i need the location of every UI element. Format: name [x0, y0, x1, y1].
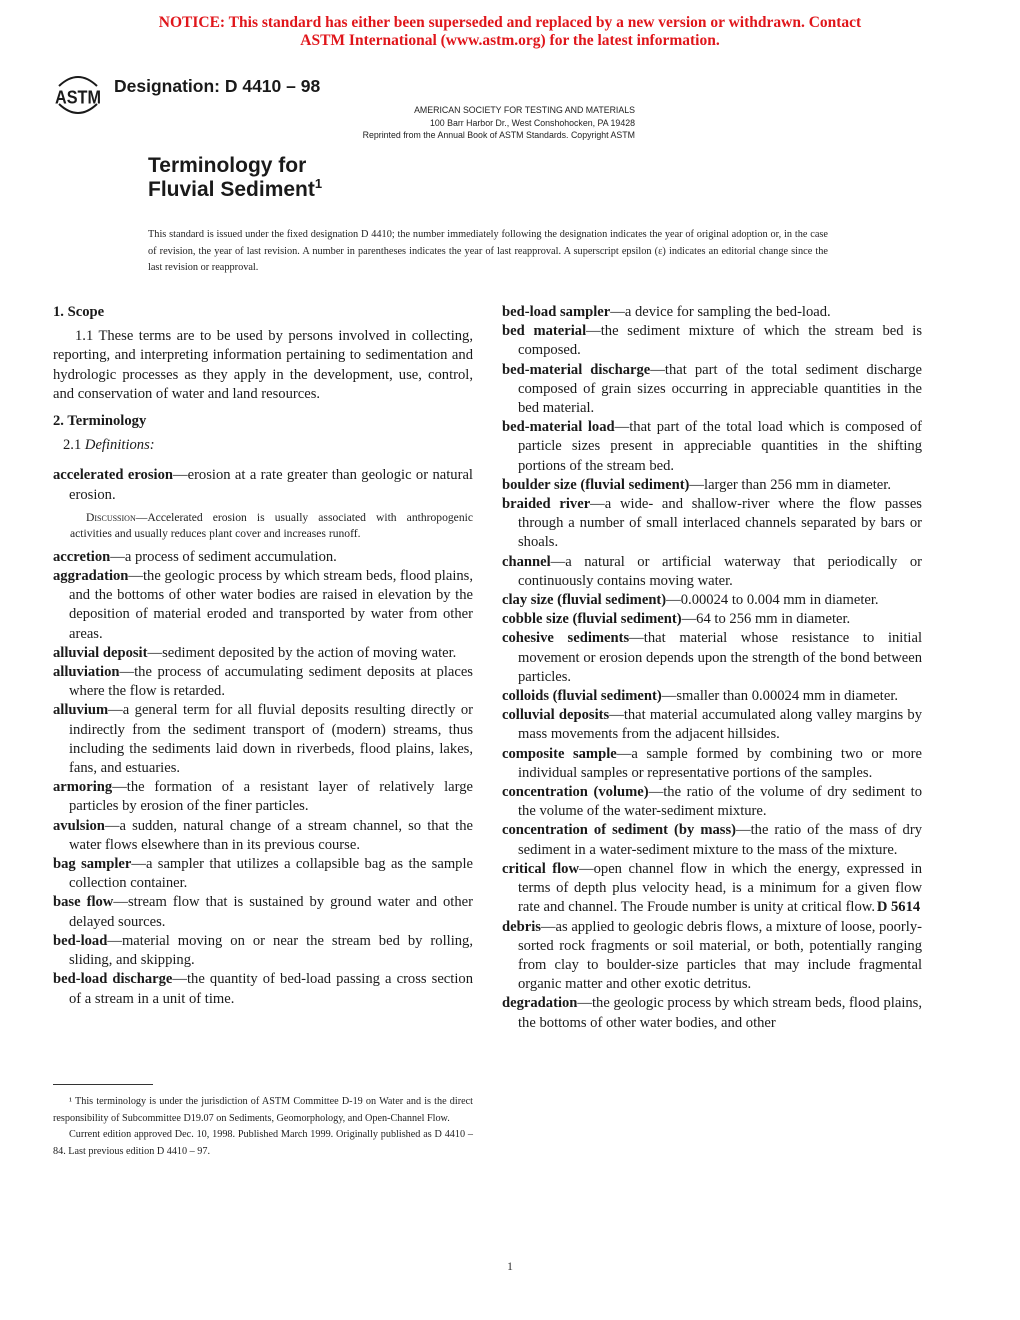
left-column — [53, 303, 473, 1009]
definition-term: avulsion — [53, 817, 105, 834]
scope-text: 1.1 These terms are to be used by persons involved in collecting, reporting, and interpreting information pertaining to sedimentation and hydrologic processes as they apply in the development, use, control, and conservation of water and land resources. — [53, 328, 473, 402]
footnote-divider — [53, 1084, 153, 1085]
definition-text: —material moving on or near the stream bed by rolling, sliding, and skipping. — [69, 932, 473, 969]
definition-text: —the ratio of the volume of dry sediment to the volume of the water-sediment mixture. — [518, 784, 922, 820]
definition-entry — [53, 932, 473, 970]
footnote-1: ¹ This terminology is under the jurisdiction of ASTM Committee D-19 on Water and is the direct responsibility of Subcommittee D19.07 on Sediments, Geomorphology, and Open-Channel Flow. — [53, 1096, 473, 1124]
definition-text: —the quantity of bed-load passing a cross section of a stream in a unit of time. — [69, 971, 473, 1007]
definition-entry — [502, 361, 922, 419]
definition-text: —larger than 256 mm in diameter. — [689, 476, 891, 493]
definitions-subheading: 2.1 Definitions: — [63, 437, 155, 454]
footnotes — [53, 1094, 473, 1160]
definition-text: —that material accumulated along valley margins by mass movements from the adjacent hillsides. — [518, 707, 923, 743]
definition-text: —a device for sampling the bed-load. — [610, 304, 831, 320]
definition-entry — [53, 567, 473, 644]
definition-entry — [502, 994, 922, 1032]
title-footnote-mark: 1 — [314, 176, 323, 191]
definition-term: aggradation — [53, 568, 129, 585]
definition-entry — [502, 629, 922, 687]
discussion-text: —Accelerated erosion is usually associated with anthropogenic activities and usually reduces plant cover and increases runoff. — [70, 510, 473, 540]
definition-entry — [53, 817, 473, 855]
discussion-note — [53, 510, 473, 542]
definition-term: concentration of sediment (by mass) — [502, 822, 736, 839]
definition-text: —a natural or artificial waterway that periodically or continuously contains moving water. — [518, 553, 922, 589]
definition-term: alluvium — [53, 702, 109, 719]
definition-entry — [502, 591, 922, 610]
definition-text: —sediment deposited by the action of moving water. — [147, 644, 457, 661]
definition-term: colloids (fluvial sediment) — [502, 688, 662, 705]
definition-text: —a sampler that utilizes a collapsible bag as the sample collection container. — [69, 856, 473, 892]
definition-text: —that part of the total load which is composed of particle sizes present in appreciable quantities in the shifting portions of the stream bed. — [518, 419, 922, 474]
definition-term: critical flow — [502, 860, 580, 877]
definition-entry — [53, 663, 473, 701]
definition-text: —the formation of a resistant layer of relatively large particles by erosion of the finer particles. — [69, 779, 473, 815]
definition-term: cobble size (fluvial sediment) — [502, 611, 682, 628]
definition-entry — [502, 495, 922, 553]
definition-term: degradation — [502, 995, 578, 1012]
definition-entry — [502, 918, 922, 995]
standard-reference: D 5614 — [876, 899, 921, 916]
definition-text: —a process of sediment accumulation. — [110, 548, 337, 565]
society-name: AMERICAN SOCIETY FOR TESTING AND MATERIALS — [414, 105, 635, 115]
definition-text: —the geologic process by which stream beds, flood plains, the bottoms of other water bodies, and other — [518, 995, 922, 1031]
definition-term: armoring — [53, 779, 113, 796]
definition-text: —a wide- and shallow-river where the flow passes through a number of small interlaced channels separated by bars or shoals. — [518, 496, 922, 551]
reprint-note: Reprinted from the Annual Book of ASTM Standards. Copyright ASTM — [362, 130, 635, 140]
definition-term: debris — [502, 918, 541, 935]
title-line-1: Terminology for — [148, 154, 307, 177]
definition-term: accelerated erosion — [53, 467, 173, 484]
right-column — [502, 303, 922, 1033]
definition-text: —a sample formed by combining two or more individual samples or representative portions of the samples. — [518, 745, 922, 781]
definition-entry — [502, 706, 922, 744]
definition-entry — [502, 303, 922, 322]
footnote-edition: Current edition approved Dec. 10, 1998. Published March 1999. Originally published as D 4410 – 84. Last previous edition D 4410 – 97. — [53, 1129, 473, 1157]
notice-line-1: NOTICE: This standard has either been superseded and replaced by a new version or withdrawn. Contact — [158, 14, 862, 31]
terminology-heading: 2. Terminology — [53, 413, 147, 430]
definition-text: —that material whose resistance to initial movement or erosion depends upon the strength of the bond between particles. — [518, 630, 922, 685]
definition-term: concentration (volume) — [502, 784, 649, 801]
definition-term: accretion — [53, 548, 111, 565]
society-info — [300, 104, 635, 142]
definition-entry — [502, 553, 922, 591]
designation: Designation: D 4410 – 98 — [114, 76, 321, 96]
definition-text: —erosion at a rate greater than geologic or natural erosion. — [69, 467, 473, 503]
definition-text: —the sediment mixture of which the stream bed is composed. — [518, 323, 922, 359]
discussion-label: Discussion — [86, 510, 136, 524]
definition-text: —the ratio of the mass of dry sediment in a water-sediment mixture to the mass of the mixture. — [518, 822, 922, 858]
definition-term: alluvial deposit — [53, 644, 148, 661]
definition-term: cohesive sediments — [502, 630, 630, 647]
definition-entry — [53, 855, 473, 893]
withdrawal-notice — [0, 14, 1020, 50]
title-line-2: Fluvial Sediment — [148, 178, 315, 201]
definition-term: clay size (fluvial sediment) — [502, 592, 667, 609]
definition-term: colluvial deposits — [502, 707, 610, 724]
astm-logo — [53, 72, 103, 118]
notice-line-2: ASTM International (www.astm.org) for the latest information. — [300, 32, 720, 49]
society-address: 100 Barr Harbor Dr., West Conshohocken, PA 19428 — [429, 117, 635, 128]
definition-entry — [53, 970, 473, 1008]
definition-text: —smaller than 0.00024 mm in diameter. — [661, 688, 899, 705]
definition-term: braided river — [502, 496, 591, 513]
definition-term: bed-load sampler — [502, 304, 611, 320]
definition-entry — [502, 821, 922, 859]
definition-text: —0.00024 to 0.004 mm in diameter. — [666, 592, 879, 609]
definition-entry — [53, 893, 473, 931]
definition-entry — [502, 783, 922, 821]
page-number: 1 — [507, 1259, 513, 1273]
definition-term: alluviation — [53, 664, 120, 681]
definition-term: bed-material load — [502, 419, 615, 436]
definition-entry — [502, 860, 922, 918]
definition-entry — [53, 548, 473, 567]
definition-text: —a sudden, natural change of a stream channel, so that the water flows elsewhere than in its previous course. — [69, 817, 473, 853]
definition-term: channel — [502, 553, 551, 570]
definition-text: —open channel flow in which the energy, expressed in terms of depth plus velocity head, is a minimum for a given flow rate and channel. The Froude number is unity at critical flow. — [518, 860, 922, 916]
definition-text: —the process of accumulating sediment deposits at places where the flow is retarded. — [69, 664, 473, 700]
definition-text: —stream flow that is sustained by ground water and other delayed sources. — [69, 894, 473, 930]
definition-term: base flow — [53, 894, 114, 911]
definition-entry — [502, 322, 922, 360]
definition-entry — [53, 644, 473, 663]
definition-entry — [53, 466, 473, 504]
definition-text: —as applied to geologic debris flows, a mixture of loose, poorly-sorted rock fragments or soil material, or both, potentially ranging from clay to boulder-size particles that may include fragmental organic matter and other exotic detritus. — [518, 918, 922, 993]
issuance-statement: This standard is issued under the fixed designation D 4410; the number immediately following the designation indicates the year of original adoption or, in the case of revision, the year of last revision. A number in parentheses indicates the year of last reapproval. A superscript epsilon (ε) indicates an editorial change since the last revision or reapproval. — [148, 229, 828, 273]
definition-entry — [502, 476, 922, 495]
scope-heading: 1. Scope — [53, 304, 105, 320]
document-title — [148, 154, 322, 202]
definition-text: —a general term for all fluvial deposits resulting directly or indirectly from the sediment transport of (modern) streams, thus including the sediments laid down in riverbeds, flood plains, lakes, fans, and estuaries. — [69, 702, 473, 777]
definition-term: composite sample — [502, 745, 617, 762]
definition-text: —64 to 256 mm in diameter. — [681, 611, 851, 628]
definition-term: boulder size (fluvial sediment) — [502, 476, 690, 493]
definition-entry — [53, 778, 473, 816]
definition-term: bed material — [502, 323, 587, 340]
definition-term: bed-material discharge — [502, 361, 651, 378]
definition-entry — [53, 701, 473, 778]
definition-text: —the geologic process by which stream beds, flood plains, and the bottoms of other water bodies are raised in elevation by the deposition of material eroded and transported by water from other areas. — [69, 568, 473, 642]
definition-term: bed-load — [53, 932, 108, 949]
definition-term: bag sampler — [53, 856, 132, 873]
definition-entry — [502, 418, 922, 476]
astm-logo-text: ASTM — [55, 86, 101, 108]
definition-entry — [502, 687, 922, 706]
definition-term: bed-load discharge — [53, 971, 173, 988]
definition-entry — [502, 610, 922, 629]
definition-entry — [502, 745, 922, 783]
definition-text: —that part of the total sediment discharge composed of grain sizes occurring in appreciable quantities in the bed material. — [518, 361, 923, 417]
